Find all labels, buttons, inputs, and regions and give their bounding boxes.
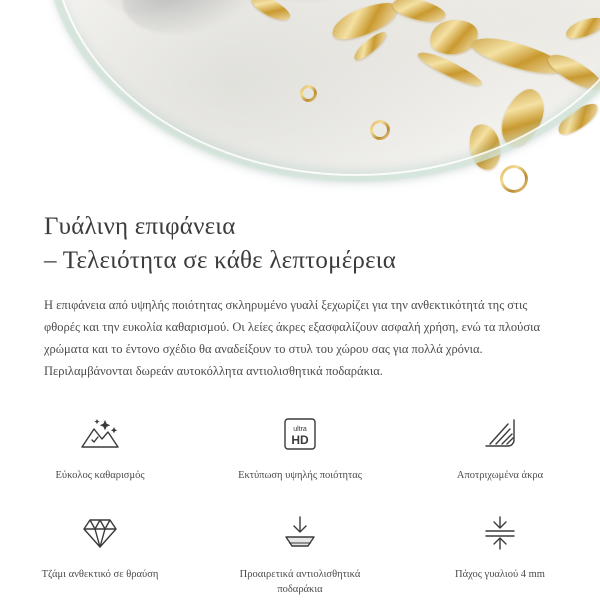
feature-grid [0,398,600,605]
description-paragraph: Η επιφάνεια από υψηλής ποιότητας σκληρυμένο γυαλί ξεχωρίζει για την ανθεκτικότητά της στις φθορές και την ευκολία καθαρισμού. Οι λείες άκρες εξασφαλίζουν ασφαλή χρήση, ενώ τα πλούσια χρώματα και το έντονο σχέδιο θα αναδείξουν το στυλ του χώρου σας για πολλά χρόνια. Περιλαμβάνονται δωρεάν αυτοκόλλητα αντιολισθητικά ποδαράκια. [44,298,540,378]
page-title-line-1: Γυάλινη επιφάνεια [44,213,236,240]
thickness-gauge-icon [477,511,523,555]
feature-label: Εύκολος καθαρισμός [55,470,145,481]
ultra-hd-print-icon [277,412,323,456]
feature-item-shatter-resistant [0,497,200,605]
diamond-shatter-resistant-icon [77,511,123,555]
text-content [0,196,600,382]
feature-item-easy-cleaning [0,398,200,491]
gold-ring [500,165,528,193]
feature-label: Πάχος γυαλιού 4 mm [455,569,545,580]
glass-rim-highlight [52,0,600,176]
feature-label: Αποτριχωμένα άκρα [456,470,544,481]
anti-slip-feet-icon [277,511,323,555]
sparkle-cleaning-icon [77,412,123,456]
feature-label: Εκτύπωση υψηλής ποιότητας [238,470,362,481]
hero-product-image [0,0,600,196]
feature-item-ultra-hd-print [200,398,400,491]
polished-edges-icon [477,412,523,456]
svg-text:ultra: ultra [293,426,307,433]
feature-label: Προαιρετικά αντιολισθητικά ποδαράκια [239,569,361,595]
page-title-line-2: – Τελειότητα σε κάθε λεπτομέρεια [44,247,397,274]
feature-item-anti-slip-feet [200,497,400,605]
svg-text:HD: HD [291,433,309,447]
page-title [0,196,600,278]
feature-item-polished-edges [400,398,600,491]
feature-label: Τζάμι ανθεκτικό σε θραύση [41,569,159,580]
feature-item-glass-thickness [400,497,600,605]
